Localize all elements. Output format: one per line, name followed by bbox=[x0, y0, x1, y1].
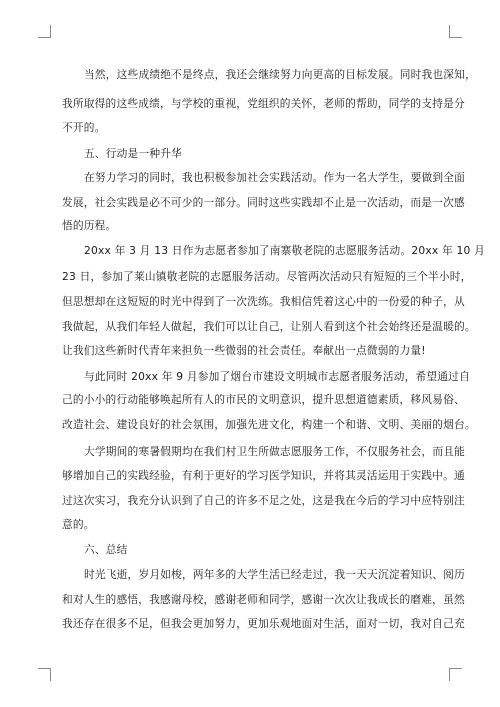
crop-mark-top-left bbox=[38, 25, 51, 38]
text-line: 发展，社会实践是必不可少的一部分。同时这些实践却不止是一次活动，而是一次感 bbox=[62, 196, 465, 209]
crop-mark-top-right bbox=[449, 25, 462, 38]
text-line: 20xx 年 3 月 13 日作为志愿者参加了南寨敬老院的志愿服务活动。20xx 年 10 月 bbox=[84, 244, 485, 257]
text-line: 和对人生的感悟，我感谢母校，感谢老师和同学，感谢一次次让我成长的磨难，虽然 bbox=[62, 593, 465, 606]
text-line: 过这次实习，我充分认识到了自己的许多不足之处，这是我在今后的学习中应特别注 bbox=[62, 494, 465, 507]
text-line: 当然，这些成绩绝不是终点，我还会继续努力向更高的目标发展。同时我也深知， bbox=[84, 68, 476, 81]
text-line: 意的。 bbox=[62, 518, 95, 531]
text-line: 我所取得的这些成绩，与学校的重视，党组织的关怀，老师的帮助，同学的支持是分 bbox=[62, 97, 465, 110]
text-line: 我做起，从我们年轻人做起，我们可以让自己，让别人看到这个社会始终还是温暖的。 bbox=[62, 320, 476, 333]
text-line: 大学期间的寒暑假期均在我们村卫生所做志愿服务工作，不仅服务社会，而且能 bbox=[84, 445, 466, 458]
text-line: 够增加自己的实践经验，有利于更好的学习医学知识，并将其灵活运用于实践中。通 bbox=[62, 469, 465, 482]
text-line: 我还存在很多不足，但我会更加努力，更加乐观地面对生活，面对一切，我对自己充 bbox=[62, 617, 465, 630]
section-heading: 五、行动是一种升华 bbox=[84, 147, 182, 160]
text-line: 但思想却在这短短的时光中得到了一次洗练。我相信凭着这心中的一份爱的种子，从 bbox=[62, 295, 465, 308]
text-line: 改造社会、建设良好的社会氛围，加强先进文化，构建一个和谐、文明、美丽的烟台。 bbox=[62, 418, 476, 431]
crop-mark-bottom-right bbox=[449, 668, 462, 681]
crop-mark-bottom-left bbox=[38, 668, 51, 681]
text-line: 让我们这些新时代青年来担负一些微弱的社会责任。奉献出一点微弱的力量! bbox=[62, 344, 426, 357]
section-heading: 六、总结 bbox=[84, 543, 128, 556]
text-line: 不开的。 bbox=[62, 121, 106, 134]
text-line: 己的小小的行动能够唤起所有人的市民的文明意识，提升思想道德素质，移风易俗、 bbox=[62, 393, 465, 406]
text-line: 与此同时 20xx 年 9 月参加了烟台市建设文明城市志愿者服务活动，希望通过自 bbox=[84, 370, 470, 383]
text-line: 悟的历程。 bbox=[62, 219, 117, 232]
text-line: 在努力学习的同时，我也积极参加社会实践活动。作为一名大学生，要做到全面 bbox=[84, 171, 466, 184]
text-line: 23 日，参加了莱山镇敬老院的志愿服务活动。尽管两次活动只有短短的三个半小时， bbox=[62, 270, 472, 283]
text-line: 时光飞逝，岁月如梭，两年多的大学生活已经走过，我一天天沉淀着知识、阅历 bbox=[84, 568, 466, 581]
